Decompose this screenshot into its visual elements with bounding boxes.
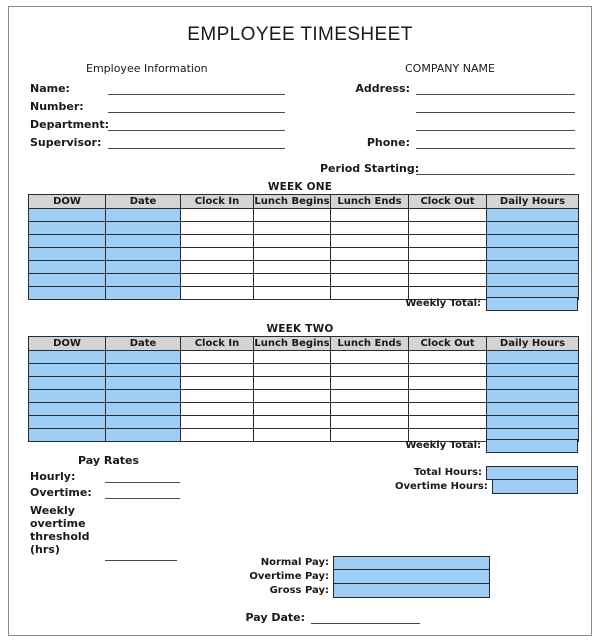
cell-lunch-begins[interactable] — [254, 261, 331, 274]
column-header-date: Date — [106, 195, 181, 209]
cell-daily-hours[interactable] — [487, 235, 579, 248]
cell-clock-out[interactable] — [409, 364, 487, 377]
cell-dow[interactable] — [29, 390, 106, 403]
cell-lunch-ends[interactable] — [331, 364, 409, 377]
table-row — [29, 403, 579, 416]
table-row — [29, 351, 579, 364]
company-name-heading: COMPANY NAME — [405, 62, 495, 75]
total-hours-row — [395, 466, 578, 480]
cell-clock-in[interactable] — [181, 235, 254, 248]
cell-date[interactable] — [106, 248, 181, 261]
cell-daily-hours[interactable] — [487, 416, 579, 429]
week-two-weekly-total-value[interactable] — [486, 439, 578, 453]
overtime-pay-value[interactable] — [333, 570, 490, 584]
page-title: EMPLOYEE TIMESHEET — [187, 24, 413, 45]
table-row — [29, 390, 579, 403]
table-row — [29, 261, 579, 274]
period-starting-field[interactable] — [320, 158, 575, 175]
cell-dow[interactable] — [29, 248, 106, 261]
column-header-lunch-ends: Lunch Ends — [331, 195, 409, 209]
total-hours-label: Total Hours: — [413, 467, 482, 478]
gross-pay-row — [245, 584, 490, 598]
employee-number-label: Number: — [30, 100, 84, 113]
week-one-header-row — [29, 195, 579, 209]
hourly-rate-label: Hourly: — [30, 470, 76, 483]
hourly-rate-input[interactable] — [105, 470, 180, 483]
week-two-title: WEEK TWO — [266, 323, 334, 335]
column-header-lunch-ends: Lunch Ends — [331, 337, 409, 351]
cell-date[interactable] — [106, 235, 181, 248]
overtime-rate-label: Overtime: — [30, 486, 92, 499]
pay-date-field[interactable] — [245, 608, 420, 624]
overtime-rate-input[interactable] — [105, 486, 180, 499]
cell-clock-out[interactable] — [409, 351, 487, 364]
column-header-clock-out: Clock Out — [409, 195, 487, 209]
company-phone-input[interactable] — [416, 136, 575, 149]
cell-lunch-begins[interactable] — [254, 351, 331, 364]
company-address-line2-field[interactable] — [320, 96, 575, 113]
cell-clock-out[interactable] — [409, 390, 487, 403]
overtime-hours-row — [395, 480, 578, 494]
company-address-input-line3[interactable] — [416, 118, 575, 131]
pay-date-input[interactable] — [311, 611, 420, 624]
column-header-clock-in: Clock In — [181, 337, 254, 351]
employee-supervisor-field[interactable] — [30, 132, 285, 149]
employee-supervisor-input[interactable] — [108, 136, 285, 149]
cell-clock-in[interactable] — [181, 248, 254, 261]
cell-dow[interactable] — [29, 403, 106, 416]
overtime-pay-label: Overtime Pay: — [249, 571, 329, 582]
table-row — [29, 377, 579, 390]
cell-clock-out[interactable] — [409, 235, 487, 248]
cell-date[interactable] — [106, 377, 181, 390]
company-address-input-line2[interactable] — [416, 100, 575, 113]
company-address-input-line1[interactable] — [416, 82, 575, 95]
cell-daily-hours[interactable] — [487, 261, 579, 274]
cell-dow[interactable] — [29, 261, 106, 274]
cell-clock-out[interactable] — [409, 403, 487, 416]
pay-rates-heading: Pay Rates — [78, 454, 140, 467]
normal-pay-row — [245, 556, 490, 570]
table-row — [29, 416, 579, 429]
employee-department-input[interactable] — [108, 118, 285, 131]
cell-dow[interactable] — [29, 209, 106, 222]
employee-name-field[interactable] — [30, 78, 285, 95]
pay-date-label: Pay Date: — [245, 611, 305, 624]
company-phone-field[interactable] — [320, 132, 575, 149]
cell-date[interactable] — [106, 364, 181, 377]
pay-summary-group — [245, 556, 490, 598]
cell-date[interactable] — [106, 222, 181, 235]
cell-lunch-ends[interactable] — [331, 261, 409, 274]
gross-pay-value[interactable] — [333, 584, 490, 598]
week-one-title: WEEK ONE — [267, 181, 333, 193]
employee-information-heading: Employee Information — [86, 62, 208, 75]
cell-lunch-begins[interactable] — [254, 248, 331, 261]
week-one-weekly-total-value[interactable] — [486, 297, 578, 311]
cell-lunch-ends[interactable] — [331, 377, 409, 390]
cell-date[interactable] — [106, 261, 181, 274]
cell-clock-in[interactable] — [181, 416, 254, 429]
cell-clock-in[interactable] — [181, 274, 254, 287]
overtime-rate-field[interactable] — [30, 484, 180, 499]
week-one-weekly-total-row — [28, 297, 578, 311]
cell-clock-out[interactable] — [409, 274, 487, 287]
cell-lunch-begins[interactable] — [254, 416, 331, 429]
overtime-hours-label: Overtime Hours: — [395, 481, 488, 492]
cell-clock-in[interactable] — [181, 209, 254, 222]
cell-daily-hours[interactable] — [487, 274, 579, 287]
cell-date[interactable] — [106, 416, 181, 429]
cell-date[interactable] — [106, 403, 181, 416]
cell-date[interactable] — [106, 351, 181, 364]
overtime-threshold-label: Weekly overtime threshold (hrs) — [30, 504, 90, 556]
cell-dow[interactable] — [29, 351, 106, 364]
column-header-lunch-begins: Lunch Begins — [254, 338, 330, 349]
cell-lunch-begins[interactable] — [254, 364, 331, 377]
normal-pay-value[interactable] — [333, 556, 490, 570]
week-two-table — [28, 336, 579, 442]
cell-clock-in[interactable] — [181, 351, 254, 364]
cell-dow[interactable] — [29, 364, 106, 377]
cell-daily-hours[interactable] — [487, 364, 579, 377]
column-header-dow: DOW — [29, 337, 106, 351]
cell-lunch-begins[interactable] — [254, 222, 331, 235]
employee-supervisor-label: Supervisor: — [30, 136, 102, 149]
cell-clock-out[interactable] — [409, 261, 487, 274]
cell-clock-in[interactable] — [181, 261, 254, 274]
hourly-rate-field[interactable] — [30, 468, 180, 483]
column-header-lunch-begins: Lunch Begins — [254, 196, 330, 207]
cell-daily-hours[interactable] — [487, 351, 579, 364]
cell-clock-out[interactable] — [409, 209, 487, 222]
cell-clock-out[interactable] — [409, 222, 487, 235]
cell-lunch-begins[interactable] — [254, 235, 331, 248]
cell-clock-in[interactable] — [181, 403, 254, 416]
cell-lunch-begins[interactable] — [254, 403, 331, 416]
cell-daily-hours[interactable] — [487, 248, 579, 261]
employee-department-label: Department: — [30, 118, 109, 131]
total-hours-value[interactable] — [486, 466, 578, 480]
company-address-field[interactable] — [320, 78, 575, 95]
cell-date[interactable] — [106, 274, 181, 287]
cell-lunch-ends[interactable] — [331, 351, 409, 364]
cell-date[interactable] — [106, 209, 181, 222]
cell-clock-in[interactable] — [181, 377, 254, 390]
cell-clock-out[interactable] — [409, 248, 487, 261]
cell-lunch-ends[interactable] — [331, 222, 409, 235]
table-row — [29, 222, 579, 235]
period-starting-label: Period Starting: — [320, 162, 420, 175]
table-row — [29, 235, 579, 248]
employee-department-field[interactable] — [30, 114, 285, 131]
cell-daily-hours[interactable] — [487, 209, 579, 222]
cell-clock-out[interactable] — [409, 416, 487, 429]
column-header-date: Date — [106, 337, 181, 351]
overtime-pay-row — [245, 570, 490, 584]
cell-clock-in[interactable] — [181, 222, 254, 235]
cell-lunch-begins[interactable] — [254, 377, 331, 390]
company-phone-label: Phone: — [366, 136, 410, 149]
week-two-header-row — [29, 337, 579, 351]
table-row — [29, 248, 579, 261]
cell-dow[interactable] — [29, 274, 106, 287]
cell-daily-hours[interactable] — [487, 222, 579, 235]
employee-name-input[interactable] — [108, 82, 285, 95]
employee-number-input[interactable] — [108, 100, 285, 113]
cell-date[interactable] — [106, 390, 181, 403]
company-address-line3-field[interactable] — [320, 114, 575, 131]
column-header-clock-in: Clock In — [181, 195, 254, 209]
cell-clock-in[interactable] — [181, 364, 254, 377]
overtime-threshold-input[interactable] — [105, 548, 177, 561]
normal-pay-label: Normal Pay: — [260, 557, 329, 568]
cell-lunch-ends[interactable] — [331, 390, 409, 403]
cell-lunch-ends[interactable] — [331, 416, 409, 429]
week-two-weekly-total-label: Weekly Total: — [405, 440, 481, 451]
table-row — [29, 274, 579, 287]
overtime-hours-value[interactable] — [492, 480, 578, 494]
cell-lunch-ends[interactable] — [331, 248, 409, 261]
employee-name-label: Name: — [30, 82, 70, 95]
cell-daily-hours[interactable] — [487, 390, 579, 403]
cell-dow[interactable] — [29, 416, 106, 429]
table-row — [29, 364, 579, 377]
cell-lunch-begins[interactable] — [254, 209, 331, 222]
cell-daily-hours[interactable] — [487, 377, 579, 390]
column-header-daily-hours: Daily Hours — [487, 195, 579, 209]
gross-pay-label: Gross Pay: — [269, 585, 329, 596]
cell-daily-hours[interactable] — [487, 403, 579, 416]
table-row — [29, 209, 579, 222]
cell-dow[interactable] — [29, 377, 106, 390]
column-header-clock-out: Clock Out — [409, 337, 487, 351]
cell-lunch-begins[interactable] — [254, 274, 331, 287]
week-one-table — [28, 194, 579, 300]
cell-clock-in[interactable] — [181, 390, 254, 403]
company-address-label: Address: — [355, 82, 410, 95]
cell-lunch-begins[interactable] — [254, 390, 331, 403]
hours-totals-group — [395, 466, 578, 494]
column-header-dow: DOW — [29, 195, 106, 209]
employee-number-field[interactable] — [30, 96, 285, 113]
period-starting-input[interactable] — [416, 162, 575, 175]
cell-lunch-ends[interactable] — [331, 403, 409, 416]
week-one-weekly-total-label: Weekly Total: — [405, 298, 481, 309]
week-two-weekly-total-row — [28, 439, 578, 453]
cell-lunch-ends[interactable] — [331, 235, 409, 248]
column-header-daily-hours: Daily Hours — [487, 337, 579, 351]
cell-lunch-ends[interactable] — [331, 274, 409, 287]
cell-lunch-ends[interactable] — [331, 209, 409, 222]
cell-dow[interactable] — [29, 235, 106, 248]
cell-dow[interactable] — [29, 222, 106, 235]
cell-clock-out[interactable] — [409, 377, 487, 390]
